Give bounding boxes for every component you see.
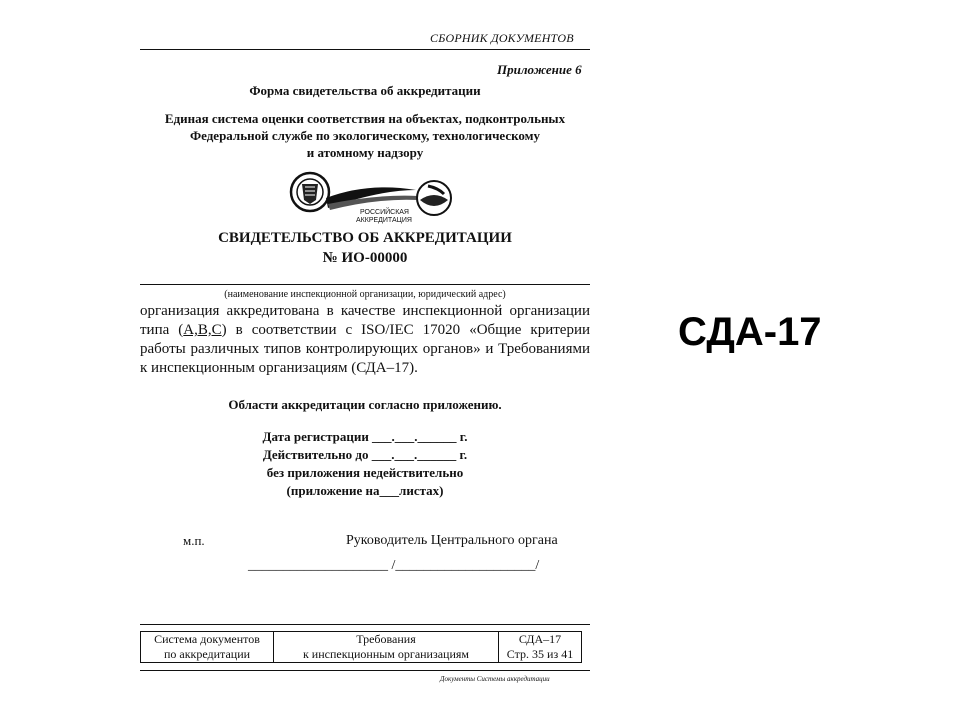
footer-table (140, 631, 582, 663)
appendix-label: Приложение 6 (497, 62, 582, 77)
certificate-title (160, 228, 570, 268)
logo-seal-icon (291, 173, 329, 211)
footer-text: СДА–17 (518, 632, 562, 646)
valid-until-date: Действительно до ___.___.______ г. (262, 447, 468, 462)
header-label: СБОРНИК ДОКУМЕНТОВ (430, 31, 574, 45)
certificate-heading: СВИДЕТЕЛЬСТВО ОБ АККРЕДИТАЦИИ (218, 230, 512, 246)
org-caption: (наименование инспекционной организации, юридический адрес) (224, 289, 506, 300)
footer-text: Требования (356, 632, 416, 646)
system-title (140, 110, 590, 161)
footer-text: по аккредитации (163, 647, 251, 661)
form-title: Форма свидетельства об аккредитации (249, 83, 481, 98)
footer-text: к инспекционным организациям (302, 647, 470, 661)
bottom-rule (140, 670, 590, 671)
body-text-part: ) в соответствии с ISO/IEC 17020 «Общие критерии работы различных типов контролирующих органов» и Требованиями к инспекционным организациям (СДА–17). (140, 322, 590, 376)
document-code-label: СДА-17 (678, 310, 822, 354)
system-title-line: Федеральной службе по экологическому, технологическому (189, 128, 541, 143)
accreditation-logo (288, 168, 458, 224)
body-text-part: организация аккредитована в качестве инспекционной организации типа ( (140, 303, 590, 338)
certificate-number: № ИО-00000 (322, 250, 408, 266)
system-title-line: и атомному надзору (306, 145, 424, 160)
appendix-sheets: (приложение на___листах) (286, 483, 444, 498)
footer-cell-requirements (274, 632, 499, 663)
footer-text: Система документов (154, 632, 260, 646)
dates-block (140, 428, 590, 500)
body-text (140, 302, 590, 378)
invalid-note: без приложения недействительно (266, 465, 464, 480)
stamp-place: м.п. (183, 533, 205, 548)
registration-date: Дата регистрации ___.___.______ г. (262, 429, 468, 444)
logo-globe-icon (417, 181, 451, 215)
footer-text: Стр. 35 из 41 (506, 647, 574, 661)
logo-caption: РОССИЙСКАЯ (360, 209, 409, 216)
bottom-note: Документы Системы аккредитации (440, 675, 550, 683)
footer-cell-system (141, 632, 274, 663)
header-rule (140, 49, 590, 50)
footer-cell-page (499, 632, 582, 663)
organization-types: А,В,С (183, 322, 222, 338)
scope-text: Области аккредитации согласно приложению. (228, 397, 502, 412)
head-title: Руководитель Центрального органа (346, 533, 558, 548)
svg-text:АККРЕДИТАЦИЯ: АККРЕДИТАЦИЯ (356, 217, 412, 224)
system-title-line: Единая система оценки соответствия на объектах, подконтрольных (164, 111, 566, 126)
org-name-line (140, 284, 590, 285)
footer-rule (140, 624, 590, 625)
signature-line: ____________________ /____________________/ (248, 558, 540, 573)
